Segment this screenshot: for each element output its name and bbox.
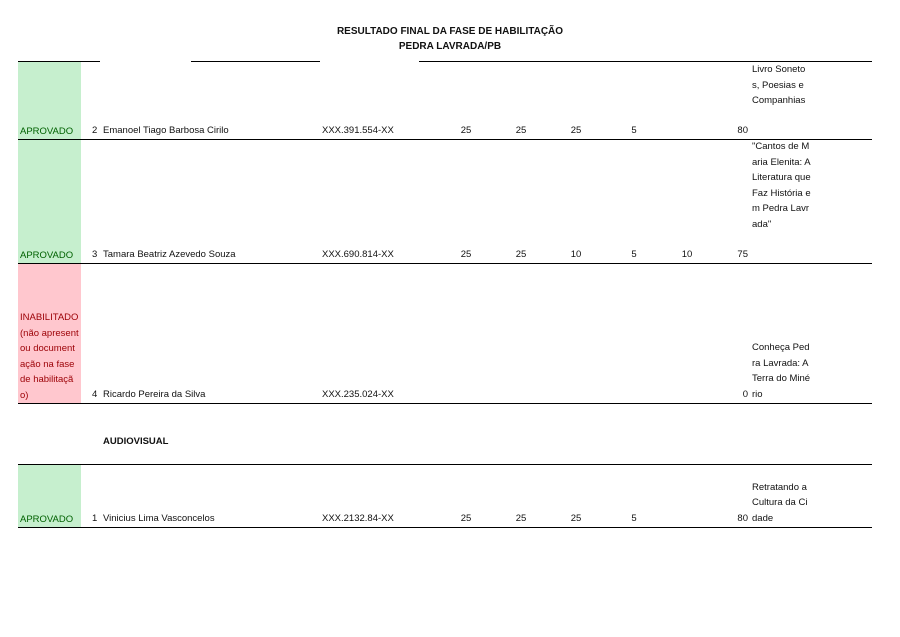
- project-cell: Conheça Pedra Lavrada: A Terra do Minério: [752, 342, 811, 400]
- score-1-cell: 25: [460, 125, 472, 136]
- rank-cell: 2: [92, 125, 98, 136]
- cpf-cell: XXX.391.554-XX: [322, 125, 394, 136]
- top-border-segment: [191, 61, 320, 62]
- row-divider: [18, 263, 872, 264]
- page-title: RESULTADO FINAL DA FASE DE HABILITAÇÃO: [336, 26, 564, 37]
- row-divider: [18, 139, 872, 140]
- project-cell: Livro Sonetos, Poesias e Companhias: [752, 64, 806, 106]
- score-3-cell: 25: [570, 125, 582, 136]
- status-badge: APROVADO: [18, 140, 81, 263]
- total-cell: 0: [742, 389, 748, 400]
- score-1-cell: 25: [460, 249, 472, 260]
- section-title: AUDIOVISUAL: [103, 436, 169, 447]
- row-divider: [18, 403, 872, 404]
- score-4-cell: 5: [631, 249, 637, 260]
- cpf-cell: XXX.690.814-XX: [322, 249, 394, 260]
- project-cell: "Cantos de Maria Elenita: A Literatura que Faz História em Pedra Lavrada": [752, 141, 811, 230]
- score-2-cell: 25: [515, 249, 527, 260]
- name-cell: Vinicius Lima Vasconcelos: [103, 513, 215, 524]
- score-4-cell: 5: [631, 513, 637, 524]
- score-3-cell: 10: [570, 249, 582, 260]
- total-cell: 80: [737, 125, 748, 136]
- score-3-cell: 25: [570, 513, 582, 524]
- status-badge: APROVADO: [18, 62, 81, 139]
- name-cell: Ricardo Pereira da Silva: [103, 389, 206, 400]
- status-badge: APROVADO: [18, 465, 81, 527]
- status-badge: INABILITADO (não apresentou documentação na fase de habilitação): [18, 264, 81, 403]
- score-2-cell: 25: [515, 513, 527, 524]
- cpf-cell: XXX.2132.84-XX: [322, 513, 394, 524]
- name-cell: Emanoel Tiago Barbosa Cirilo: [103, 125, 229, 136]
- cpf-cell: XXX.235.024-XX: [322, 389, 394, 400]
- total-cell: 80: [737, 513, 748, 524]
- score-2-cell: 25: [515, 125, 527, 136]
- page-subtitle: PEDRA LAVRADA/PB: [398, 41, 502, 52]
- rank-cell: 3: [92, 249, 98, 260]
- row-divider: [18, 527, 872, 528]
- score-1-cell: 25: [460, 513, 472, 524]
- project-cell: Retratando a Cultura da Cidade: [752, 481, 808, 524]
- score-5-cell: 10: [681, 249, 693, 260]
- score-4-cell: 5: [631, 125, 637, 136]
- name-cell: Tamara Beatriz Azevedo Souza: [103, 249, 236, 260]
- section-border: [18, 464, 872, 465]
- total-cell: 75: [737, 249, 748, 260]
- rank-cell: 1: [92, 513, 98, 524]
- rank-cell: 4: [92, 389, 98, 400]
